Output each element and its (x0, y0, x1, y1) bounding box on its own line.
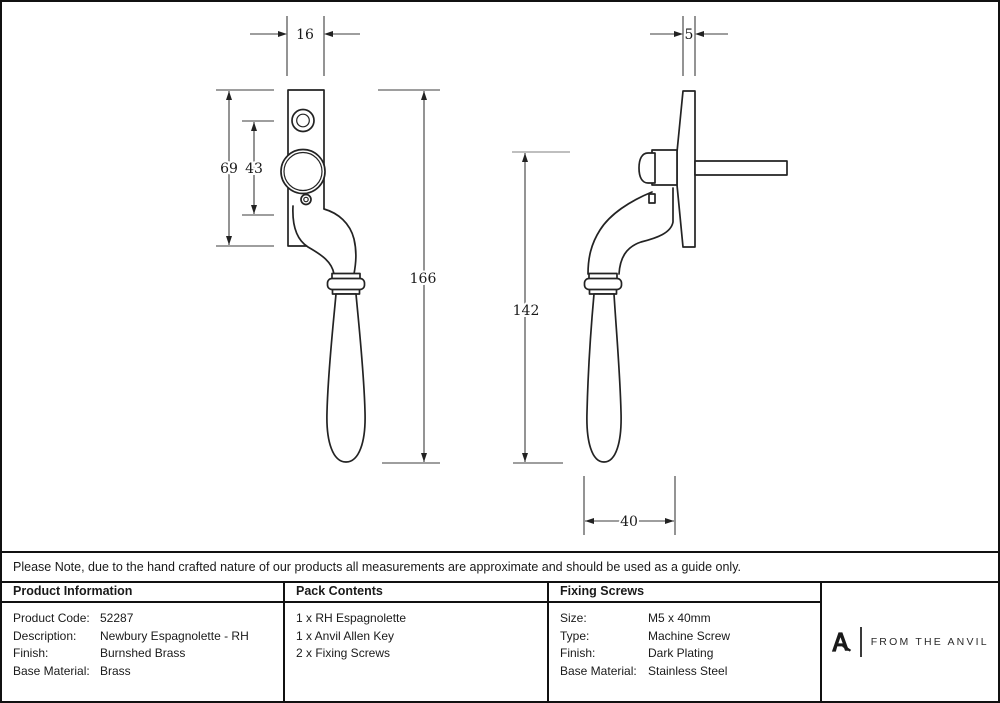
note-bar (2, 551, 998, 583)
side-set-screw (649, 194, 655, 203)
pack-contents-column (285, 583, 549, 701)
table-row: Base Material: Stainless Steel (560, 663, 728, 678)
front-set-screw (301, 195, 311, 205)
dim-side-thickness-text: 5 (684, 27, 694, 43)
side-view (585, 91, 788, 462)
dim-front-total-height (378, 90, 440, 463)
table-row: Type: Machine Screw (560, 628, 731, 643)
table-row: Finish: Dark Plating (560, 646, 714, 660)
table-row: Base Material: Brass (13, 663, 131, 678)
screw-type-value: Machine Screw (648, 628, 731, 643)
table-row: Product Code: 52287 (13, 611, 134, 625)
brand-name: FROM THE ANVIL (870, 636, 989, 648)
dim-front-total-height-text: 166 (409, 271, 437, 287)
list-item: 2 x Fixing Screws (296, 646, 391, 660)
note-text: Please Note, due to the hand crafted nature of our products all measurements are approximate and should be used as a guide only. (13, 560, 742, 574)
spec-table (2, 583, 998, 701)
side-collar (585, 274, 622, 295)
fixing-screws-header: Fixing Screws (549, 583, 820, 603)
brand-logo (831, 627, 989, 657)
front-collar (328, 274, 365, 295)
technical-drawing-area (2, 2, 998, 551)
fixing-screws-column (549, 583, 822, 701)
front-view (281, 90, 365, 462)
brand-a-icon (831, 631, 852, 653)
dim-side-projection (584, 476, 675, 535)
list-item: 1 x RH Espagnolette (296, 611, 407, 625)
dim-front-hole-spacing-text: 43 (245, 161, 263, 177)
side-grip (587, 294, 621, 462)
front-top-screw-hole (292, 110, 314, 132)
product-information-header: Product Information (2, 583, 283, 603)
dim-side-projection-text: 40 (620, 514, 638, 530)
dim-side-height-text: 142 (512, 303, 540, 319)
dim-front-width (250, 16, 360, 76)
list-item: 1 x Anvil Allen Key (296, 628, 395, 643)
table-row: Description: Newbury Espagnolette - RH (13, 628, 249, 643)
front-grip (327, 294, 365, 462)
dim-front-width-text: 16 (296, 27, 314, 43)
description-value: Newbury Espagnolette - RH (100, 628, 249, 643)
brand-column (822, 583, 998, 701)
table-row: Finish: Burnshed Brass (13, 646, 186, 660)
screw-size-value: M5 x 40mm (648, 611, 711, 625)
base-material-value: Brass (100, 663, 131, 678)
front-neck (293, 206, 356, 274)
logo-divider (860, 627, 862, 657)
side-neck (588, 188, 673, 274)
dim-front-hole-spacing (242, 121, 274, 215)
product-information-column (2, 583, 285, 701)
espagnolette-drawing (2, 2, 998, 551)
pack-contents-header: Pack Contents (285, 583, 547, 603)
screw-finish-value: Dark Plating (648, 646, 714, 660)
product-code-value: 52287 (100, 611, 134, 625)
side-knob-cap (639, 153, 655, 183)
dim-side-thickness (650, 16, 728, 76)
side-backplate (677, 91, 695, 247)
front-knob (281, 150, 325, 194)
finish-value: Burnshed Brass (100, 646, 186, 660)
table-row: Size: M5 x 40mm (560, 611, 711, 625)
side-spindle (695, 161, 787, 175)
dim-front-plate-height-text: 69 (220, 161, 238, 177)
dim-side-height (512, 152, 570, 463)
screw-material-value: Stainless Steel (648, 663, 728, 678)
